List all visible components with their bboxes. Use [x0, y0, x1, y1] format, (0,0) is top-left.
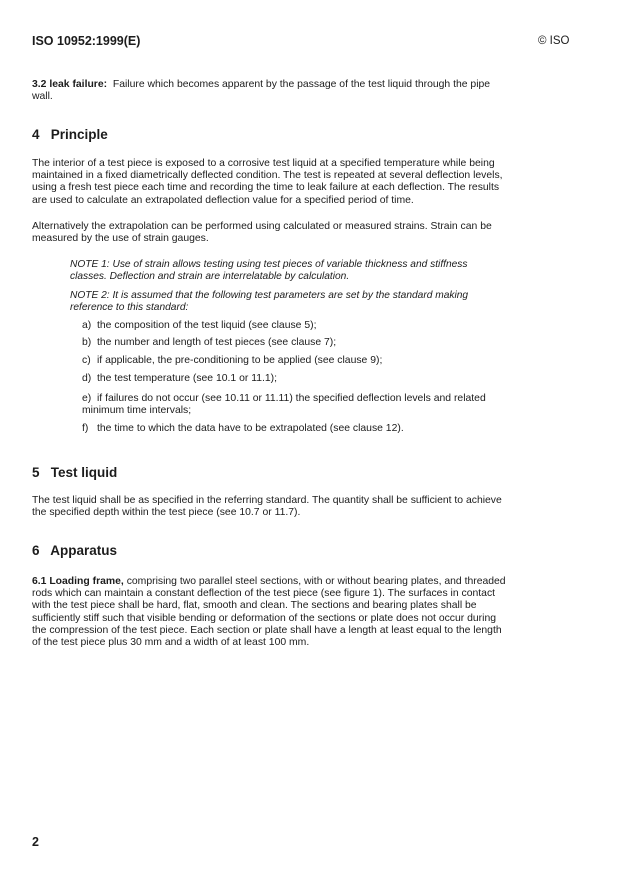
list-item-text: the composition of the test liquid (see clause 5); — [97, 320, 317, 331]
list-item-a — [82, 320, 502, 332]
clause-3-2-term: 3.2 leak failure: — [32, 79, 108, 90]
section-5-title: Test liquid — [50, 465, 118, 480]
clause-6-1-text: comprising two parallel steel sections, with or without bearing plates, and threaded rods which can maintain a constant deflection of the test piece (see figure 1). The surfaces in contact with the test piece shall be hard, flat, smooth and clean. The sections and bearing plates shall be sufficiently stiff such that visible bending or deformation of the sections or plate does not occur during the compression of the test piece. Each section or plate shall have a length at least equal to the length of the test piece plus 30 mm and a width of at least 100 mm. — [32, 576, 506, 649]
list-item-text: if failures do not occur (see 10.11 or 11.11) the specified deflection levels and related minimum time intervals; — [82, 393, 486, 417]
section-5-number: 5 — [32, 465, 40, 480]
list-item-text: if applicable, the pre-conditioning to be applied (see clause 9); — [97, 355, 383, 366]
section-4-title: Principle — [50, 127, 108, 142]
page-number: 2 — [32, 835, 39, 849]
list-item-d — [82, 373, 502, 385]
clause-3-2-text: Failure which becomes apparent by the passage of the test liquid through the pipe wall. — [32, 79, 491, 103]
list-item-label: a) — [82, 320, 92, 331]
list-item-label: e) — [82, 393, 92, 404]
section-4-paragraph-1 — [32, 158, 504, 207]
list-item-b — [82, 337, 502, 349]
list-item-label: c) — [82, 355, 91, 366]
list-item-f — [82, 423, 502, 435]
list-item-label: b) — [82, 337, 92, 348]
section-6-title: Apparatus — [50, 543, 118, 558]
list-item-text: the test temperature (see 10.1 or 11.1); — [97, 373, 278, 384]
note-2-text: NOTE 2: It is assumed that the following test parameters are set by the standard making reference to this standard: — [70, 290, 469, 313]
list-item-c — [82, 355, 502, 367]
copyright-mark: © ISO — [538, 35, 570, 47]
list-item-e — [82, 393, 492, 417]
paragraph-text: Alternatively the extrapolation can be performed using calculated or measured strains. Strain can be measured by the use of strain gauges. — [32, 221, 492, 245]
list-item-label: d) — [82, 373, 92, 384]
section-4-paragraph-2 — [32, 221, 502, 245]
paragraph-text: The test liquid shall be as specified in the referring standard. The quantity shall be sufficient to achieve the specified depth within the test piece (see 10.7 or 11.7). — [32, 495, 502, 519]
clause-3-2 — [32, 79, 500, 103]
list-item-text: the number and length of test pieces (see clause 7); — [97, 337, 337, 348]
note-1 — [70, 259, 490, 283]
list-item-label: f) — [82, 423, 89, 434]
note-1-text: NOTE 1: Use of strain allows testing using test pieces of variable thickness and stiffness classes. Deflection and strain are interrelatable by calculation. — [70, 259, 468, 282]
note-2 — [70, 290, 490, 314]
paragraph-text: The interior of a test piece is exposed to a corrosive test liquid at a specified temperature while being maintained in a fixed diametrically deflected condition. The test is repeated at several deflection levels, using a fresh test piece each time and recording the time to leak failure at each deflection. The results are used to calculate an extrapolated deflection value for a specified period of time. — [32, 158, 503, 206]
section-5-heading — [32, 465, 117, 480]
standard-identifier: ISO 10952:1999(E) — [32, 34, 141, 48]
list-item-text: the time to which the data have to be extrapolated (see clause 12). — [97, 423, 404, 434]
section-4-heading — [32, 127, 108, 142]
clause-6-1-term: 6.1 Loading frame, — [32, 576, 124, 587]
section-6-heading — [32, 543, 117, 558]
section-6-number: 6 — [32, 543, 40, 558]
section-4-number: 4 — [32, 127, 40, 142]
section-5-paragraph — [32, 495, 507, 519]
clause-6-1 — [32, 576, 506, 649]
